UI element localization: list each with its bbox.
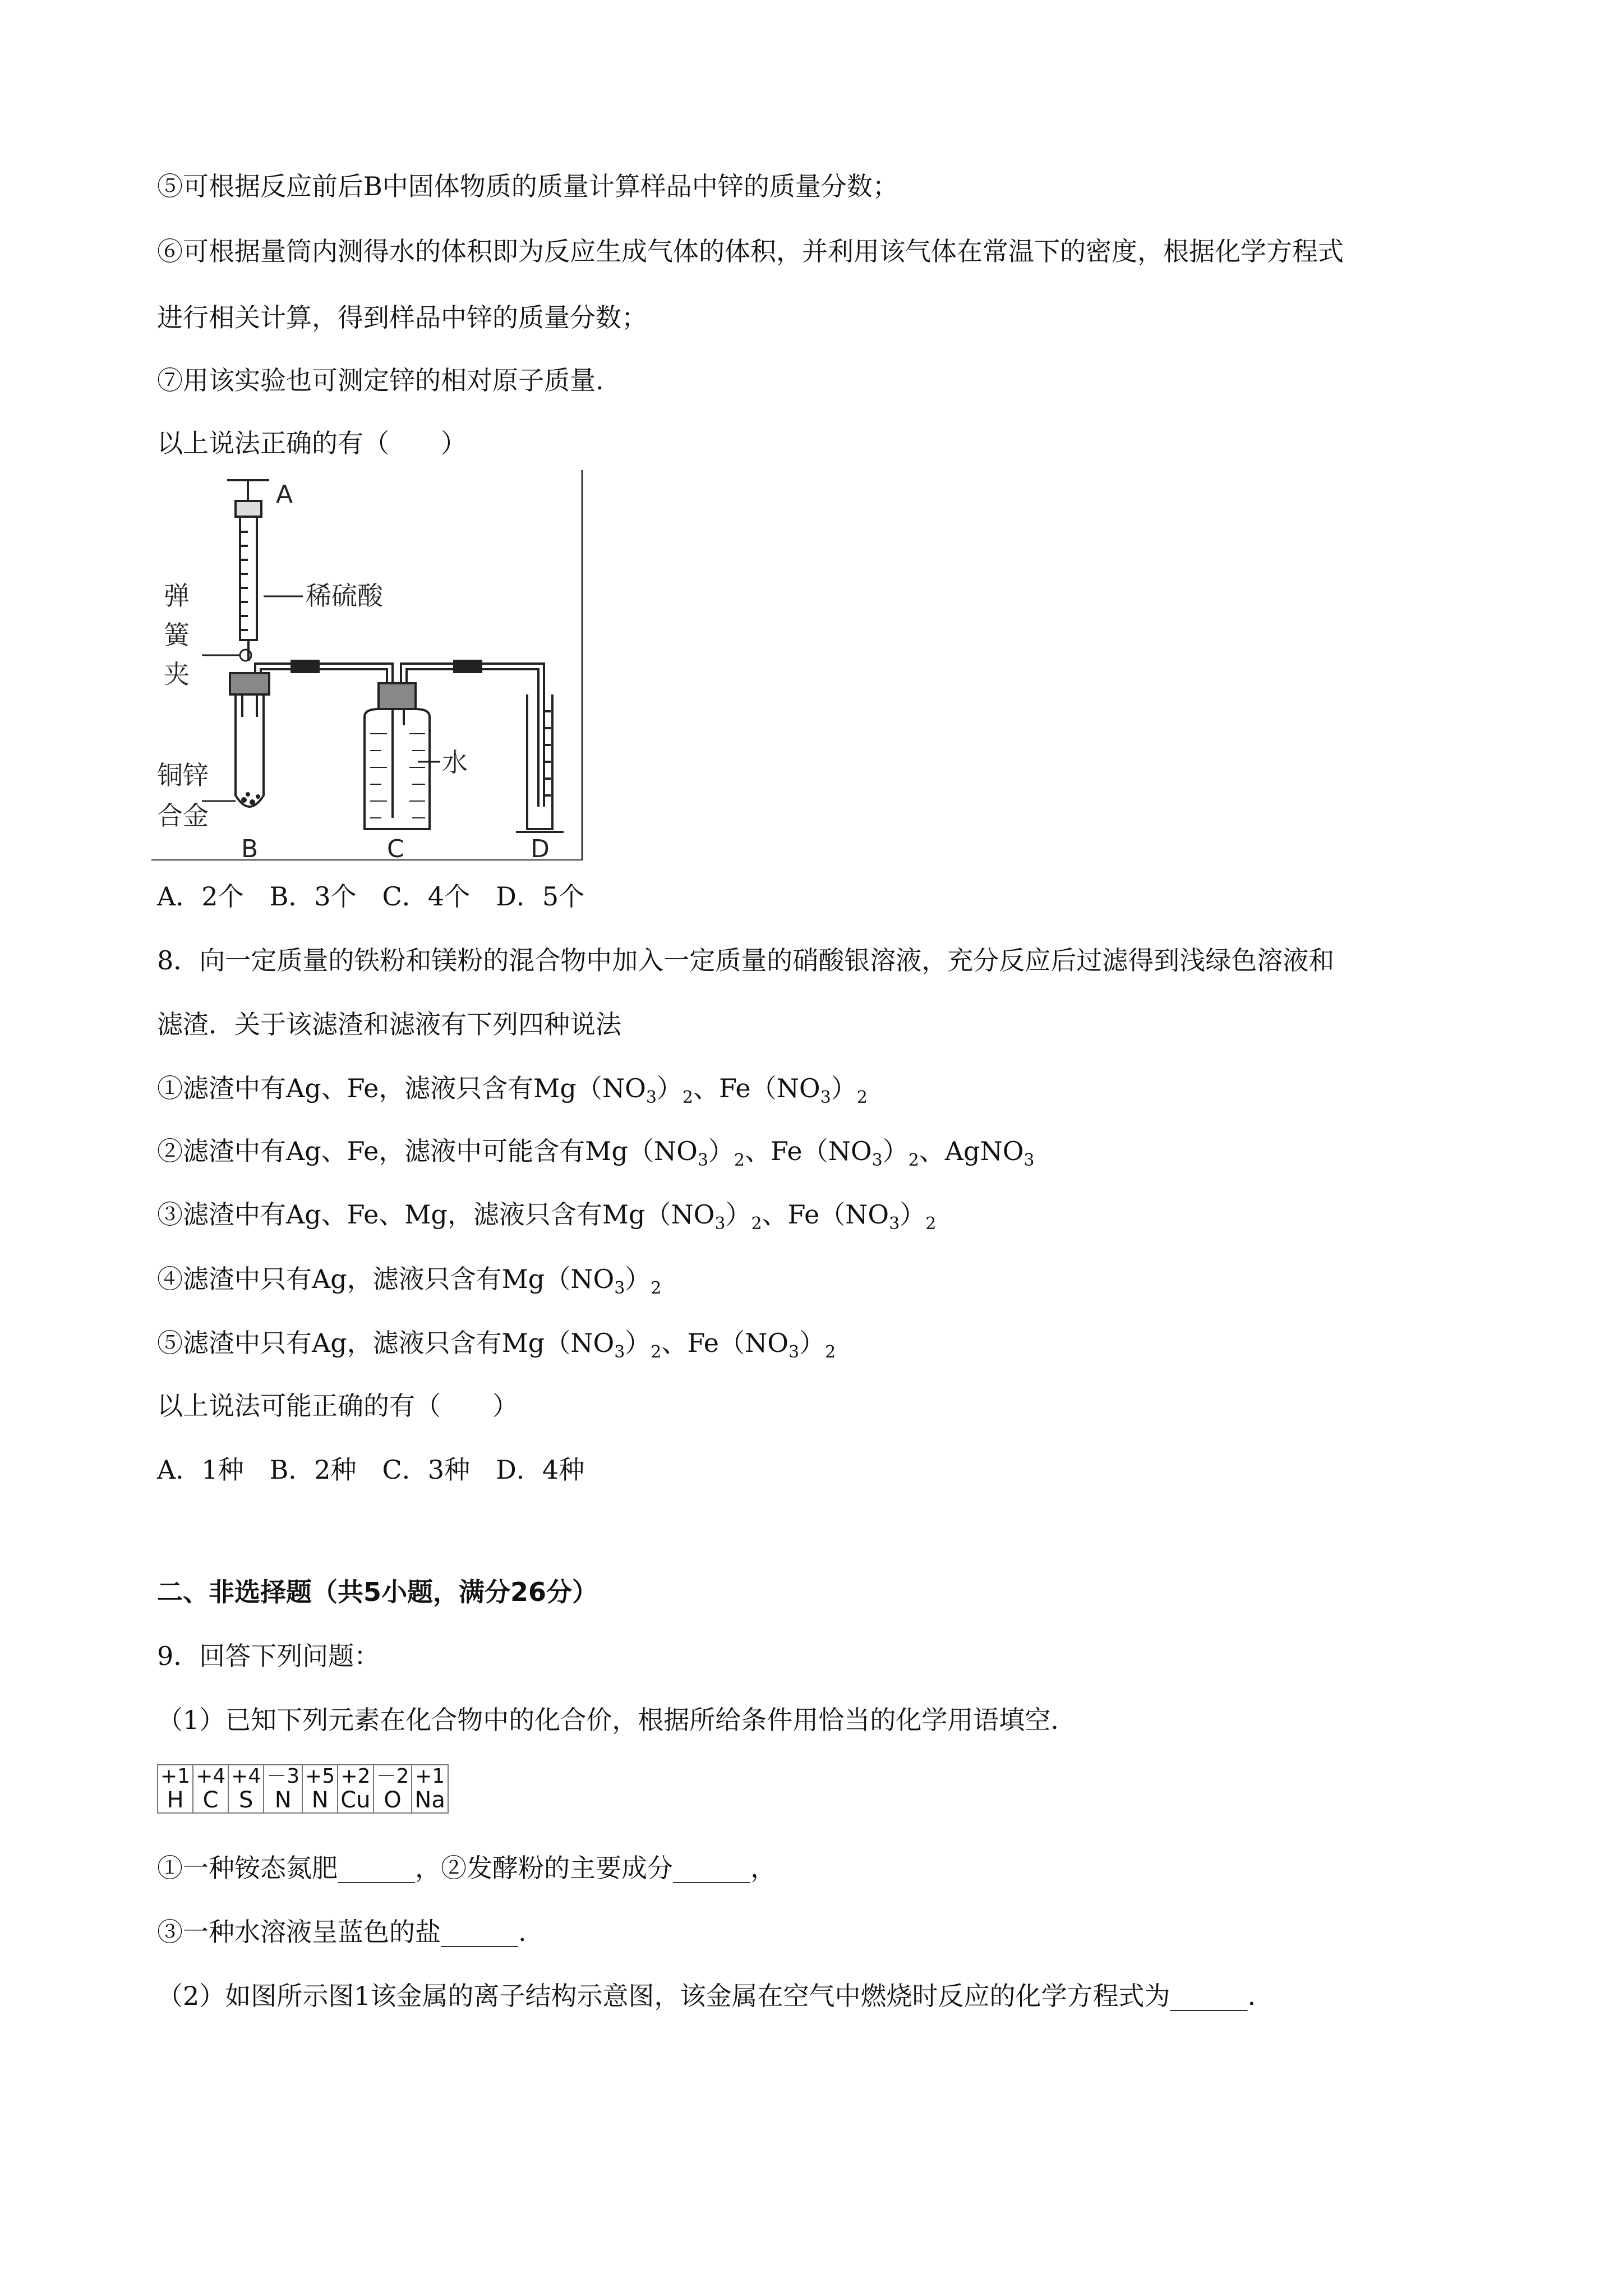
q8-prompt: 以上说法可能正确的有（ ） [157,1391,518,1421]
q8-item-3: ③滤渣中有Ag、Fe、Mg，滤液只含有$Mg(NO_3)_2$、$Fe(NO_3)_2$ [157,1199,937,1234]
label-clip-3: 夹 [164,659,190,689]
label-a: A [276,480,293,509]
q8-item-4: ④滤渣中只有Ag，滤液只含有$Mg(NO_3)_2$ [157,1264,662,1298]
element-o: O [374,1788,412,1813]
q8-item-5: ⑤滤渣中只有Ag，滤液只含有$Mg(NO_3)_2$、$Fe(NO_3)_2$ [157,1328,836,1362]
element-n-pos: N [302,1788,338,1813]
valence-na: +1 [412,1765,448,1788]
element-na: Na [412,1788,448,1813]
q8-stem-2: 滤渣．关于该滤渣和滤液有下列四种说法 [157,1009,621,1039]
q9-stem: 9．回答下列问题： [157,1641,380,1671]
element-h: H [158,1788,193,1813]
cylinder-d [516,694,564,832]
q7-item-6-cont: 进行相关计算，得到样品中锌的质量分数； [157,302,647,333]
valence-s: +4 [228,1765,264,1788]
test-tube-b [230,673,269,807]
valence-table [157,1764,449,1814]
water-lines [370,734,425,818]
valence-n-neg: －3 [264,1765,302,1788]
section-2-title: 二、非选择题（共5小题，满分26分） [157,1577,598,1607]
element-n-neg: N [264,1788,302,1813]
label-alloy-2: 合金 [157,800,209,831]
label-acid: 稀硫酸 [306,581,383,611]
q7-options: A．2个 B．3个 C．4个 D．5个 [157,881,585,912]
label-water: 水 [442,747,468,777]
valence-cu: +2 [338,1765,373,1788]
syringe-a [227,480,269,661]
element-cu: Cu [338,1788,373,1813]
bottle-c [365,683,430,829]
valence-n-pos: +5 [302,1765,338,1788]
element-c: C [193,1788,228,1813]
valence-c: +4 [193,1765,228,1788]
label-c: C [387,835,404,863]
q9-blank-2: ③一种水溶液呈蓝色的盐______. [157,1917,527,1947]
q8-item-1: ①滤渣中有Ag、Fe，滤液只含有$Mg(NO_3)_2$、$Fe(NO_3)_2$ [157,1073,868,1107]
q9-part-1: （1）已知下列元素在化合物中的化合价，根据所给条件用恰当的化学用语填空. [157,1705,1059,1735]
q7-item-6: ⑥可根据量筒内测得水的体积即为反应生成气体的体积，并利用该气体在常温下的密度，根据化学方程式 [157,236,1344,266]
valence-o: －2 [374,1765,412,1788]
label-b: B [241,835,259,863]
q7-item-7: ⑦用该实验也可测定锌的相对原子质量. [157,365,604,395]
element-s: S [228,1788,264,1813]
label-alloy-1: 铜锌 [157,760,209,790]
q8-options: A．1种 B．2种 C．3种 D．4种 [157,1455,585,1485]
q9-part-2: （2）如图所示图1该金属的离子结构示意图，该金属在空气中燃烧时反应的化学方程式为______. [157,1981,1256,2011]
label-clip-2: 簧 [164,620,190,650]
q7-item-5: ⑤可根据反应前后B中固体物质的质量计算样品中锌的质量分数； [157,171,898,201]
q7-prompt: 以上说法正确的有（ ） [157,428,467,458]
label-d: D [531,835,550,863]
q9-blank-1: ①一种铵态氮肥______，②发酵粉的主要成分______， [157,1853,776,1883]
q8-stem-1: 8．向一定质量的铁粉和镁粉的混合物中加入一定质量的硝酸银溶液，充分反应后过滤得到浅绿色溶液和 [157,945,1335,976]
valence-h: +1 [158,1765,193,1788]
q8-item-2: ②滤渣中有Ag、Fe，滤液中可能含有$Mg(NO_3)_2$、$Fe(NO_3)_2$、AgNO$_3$ [157,1136,1035,1170]
apparatus-figure [151,470,589,874]
label-clip-1: 弹 [164,581,190,611]
